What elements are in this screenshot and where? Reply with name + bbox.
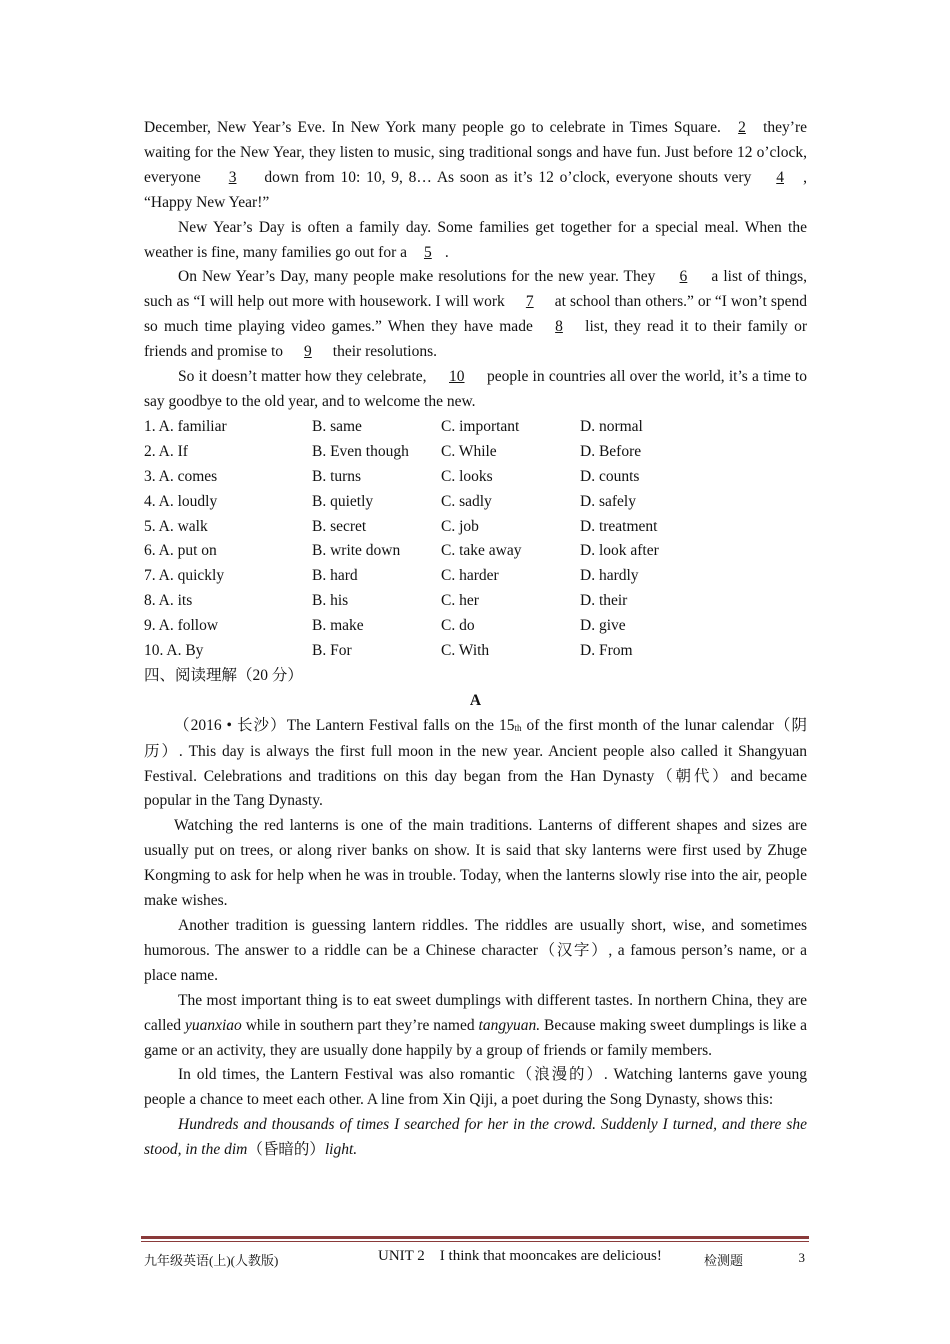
- option-d: D. give: [580, 617, 626, 635]
- text: a list of things, such as “I will help out more with housework. I will work: [144, 268, 807, 311]
- superscript: th: [514, 722, 522, 733]
- option-b: B. quietly: [312, 492, 374, 510]
- option-row: [144, 515, 807, 540]
- blank-8: 8: [555, 318, 563, 336]
- cloze-paragraph-3: [144, 265, 807, 365]
- option-d: D. hardly: [580, 567, 639, 585]
- text: .: [444, 243, 449, 261]
- option-a: 3. A. comes: [144, 467, 218, 485]
- cloze-paragraph-1: [144, 116, 807, 216]
- option-d: D. treatment: [580, 517, 658, 535]
- option-a: 4. A. loudly: [144, 492, 218, 510]
- text: New Year’s Day is often a family day. Some families get together for a special meal. When the weather is fine, many families go out for a: [144, 218, 807, 261]
- text: （2016 • 长沙）The Lantern Festival falls on the 15: [174, 716, 515, 734]
- blank-9: 9: [304, 343, 312, 361]
- gloss: （昏暗的）: [247, 1141, 325, 1159]
- text: On New Year’s Day, many people make resolutions for the new year. They: [178, 268, 661, 286]
- option-a: 10. A. By: [144, 642, 204, 660]
- footer-rule-thin: [141, 1241, 809, 1242]
- option-a: 9. A. follow: [144, 617, 219, 635]
- option-a: 6. A. put on: [144, 542, 217, 560]
- text: down from 10: 10, 9, 8… As soon as it’s 12 o’clock, everyone shouts very: [258, 168, 758, 186]
- reading-paragraph-4: [144, 989, 807, 1064]
- option-a: 7. A. quickly: [144, 567, 225, 585]
- text: they’re waiting for the New Year, they listen to music, sing traditional songs and have fun. Just before 12 o’clock, everyone: [144, 119, 807, 186]
- options-list: [144, 415, 807, 664]
- option-d: D. normal: [580, 417, 643, 435]
- option-row: [144, 589, 807, 614]
- reading-paragraph-3: Another tradition is guessing lantern riddles. The riddles are usually short, wise, and sometimes humorous. The answer to a riddle can be a Chinese character（汉字）, a famous person’s name, or a place name.: [144, 917, 807, 984]
- option-c: C. harder: [441, 567, 499, 585]
- option-b: B. write down: [312, 542, 401, 560]
- quote-text: Hundreds and thousands of times I searched for her in the crowd. Suddenly I turned, and there she stood, in the dim: [144, 1116, 807, 1159]
- option-row: [144, 539, 807, 564]
- option-b: B. turns: [312, 467, 362, 485]
- footer-tag: 检测题: [704, 1253, 744, 1268]
- text: December, New Year’s Eve. In New York many people go to celebrate in Times Square.: [144, 119, 727, 136]
- cloze-paragraph-2: [144, 216, 807, 266]
- option-c: C. With: [441, 642, 490, 660]
- option-d: D. counts: [580, 467, 640, 485]
- text: Because making sweet dumplings is like a game or an activity, they are usually done happily by a group of friends or family members.: [144, 1016, 807, 1059]
- text: of the first month of the lunar calendar（阴历）. This day is always the first full moon in the new year. Ancient people also called it Shangyuan Festival. Celebrations and traditions on this day began from the Han Dynasty（朝代）and became popular in the Tang Dynasty.: [144, 716, 807, 810]
- option-b: B. For: [312, 642, 352, 660]
- option-d: D. safely: [580, 492, 636, 510]
- option-d: D. their: [580, 592, 628, 610]
- option-c: C. her: [441, 592, 479, 610]
- blank-5: 5: [424, 243, 432, 261]
- option-row: [144, 564, 807, 589]
- option-d: D. look after: [580, 542, 659, 560]
- option-d: D. From: [580, 642, 633, 660]
- reading-paragraph-6: [144, 1113, 807, 1163]
- blank-6: 6: [679, 268, 688, 286]
- footer-rule-thick: [141, 1236, 809, 1239]
- blank-4: 4: [776, 168, 784, 186]
- option-a: 1. A. familiar: [144, 417, 227, 435]
- page-content: [144, 116, 807, 1163]
- text: The most important thing is to eat sweet dumplings with different tastes. In northern China, they are called: [144, 991, 807, 1034]
- reading-paragraph-2: Watching the red lanterns is one of the main traditions. Lanterns of different shapes and sizes are usually put on trees, or along river banks on show. It is said that sky lanterns were first used by Zhuge Kongming to ask for help when he was in trouble. Today, when the lanterns slowly rise into the air, people make wishes.: [144, 817, 807, 910]
- italic-term: tangyuan.: [478, 1016, 541, 1034]
- text: while in southern part they’re named: [241, 1016, 479, 1034]
- blank-10: 10: [449, 368, 465, 386]
- blank-7: 7: [525, 293, 534, 311]
- footer-unit-title: UNIT 2 I think that mooncakes are delicious!: [378, 1248, 662, 1264]
- option-b: B. make: [312, 617, 364, 635]
- option-c: C. job: [441, 517, 479, 535]
- option-b: B. secret: [312, 517, 367, 535]
- text: list, they read it to their family or friends and promise to: [144, 318, 807, 361]
- option-b: B. hard: [312, 567, 358, 585]
- page-footer: [141, 1246, 809, 1268]
- italic-term: yuanxiao: [184, 1016, 242, 1034]
- footer-book-title: 九年级英语(上)(人教版): [144, 1253, 279, 1268]
- section-title: 四、阅读理解（20 分）: [144, 666, 303, 684]
- option-c: C. sadly: [441, 492, 492, 510]
- blank-3: 3: [228, 168, 237, 186]
- text: at school than others.” or “I won’t spend so much time playing video games.” When they have made: [144, 293, 807, 336]
- option-c: C. take away: [441, 542, 522, 560]
- option-row: [144, 440, 807, 465]
- option-a: 2. A. If: [144, 442, 188, 460]
- cloze-paragraph-4: [144, 365, 807, 415]
- option-row: [144, 415, 807, 440]
- option-b: B. Even though: [312, 442, 409, 460]
- text: So it doesn’t matter how they celebrate,: [178, 368, 431, 386]
- option-c: C. important: [441, 417, 520, 435]
- option-row: [144, 639, 807, 664]
- passage-heading: A: [469, 691, 482, 709]
- text: , “Happy New Year!”: [144, 168, 807, 211]
- option-c: C. looks: [441, 467, 493, 485]
- option-b: B. his: [312, 592, 349, 610]
- option-c: C. While: [441, 442, 497, 460]
- text: people in countries all over the world, it’s a time to say goodbye to the old year, and to welcome the new.: [144, 368, 807, 410]
- option-row: [144, 465, 807, 490]
- quote-text: light.: [324, 1141, 358, 1159]
- reading-paragraph-5: In old times, the Lantern Festival was also romantic（浪漫的）. Watching lanterns gave young people a chance to meet each other. A line from Xin Qiji, a poet during the Song Dynasty, shows this:: [144, 1066, 807, 1109]
- option-d: D. Before: [580, 442, 642, 460]
- option-b: B. same: [312, 417, 362, 435]
- option-a: 8. A. its: [144, 592, 193, 610]
- blank-2: 2: [738, 119, 746, 136]
- reading-paragraph-1: [144, 714, 807, 815]
- page-number: 3: [798, 1250, 805, 1265]
- option-c: C. do: [441, 617, 475, 635]
- option-row: [144, 614, 807, 639]
- option-a: 5. A. walk: [144, 517, 208, 535]
- option-row: [144, 490, 807, 515]
- text: their resolutions.: [328, 343, 437, 361]
